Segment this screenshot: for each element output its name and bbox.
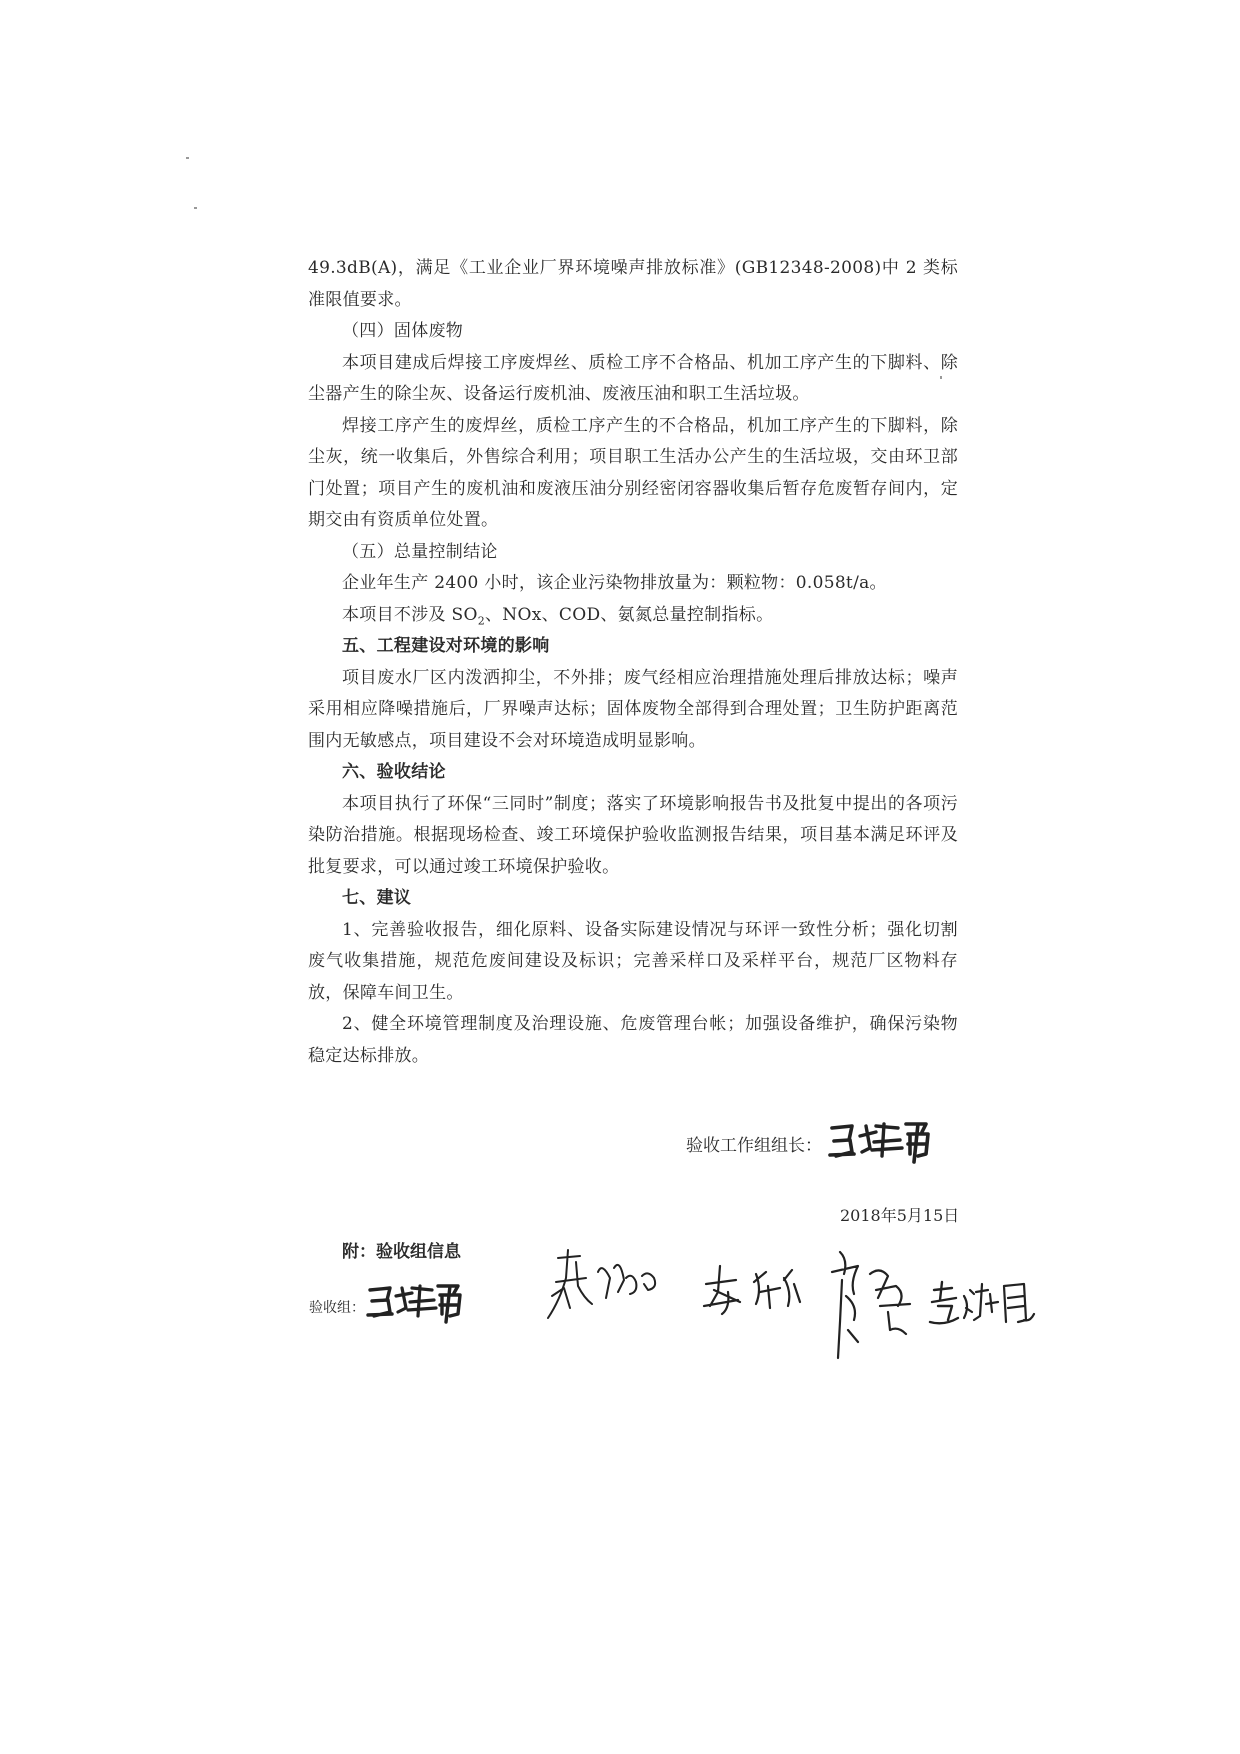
total-control-paragraph-1: 企业年生产 2400 小时，该企业污染物排放量为：颗粒物：0.058t/a。: [342, 573, 887, 593]
member-signature-4: [818, 1246, 918, 1368]
section-5-heading: 五、工程建设对环境的影响: [342, 636, 550, 656]
so2-subscript: 2: [477, 613, 485, 627]
document-body: [308, 253, 958, 1072]
solid-waste-paragraph-1: 本项目建成后焊接工序废焊丝、质检工序不合格品、机加工序产生的下脚料、除尘器产生的除尘灰、设备运行废机油、废液压油和职工生活垃圾。: [308, 352, 958, 404]
noise-conclusion-paragraph: 49.3dB(A)，满足《工业企业厂界环境噪声排放标准》(GB12348-2008)中 2 类标准限值要求。: [308, 258, 958, 310]
section-7-heading: 七、建议: [342, 888, 412, 908]
total-control-heading: （五）总量控制结论: [342, 541, 498, 562]
member-signature-2: [540, 1248, 670, 1334]
leader-signature-line: [686, 1131, 822, 1156]
total-control-text-b: 、NOx、COD、氨氮总量控制指标。: [485, 604, 774, 625]
section-6-heading: 六、验收结论: [342, 762, 446, 782]
section-5-paragraph: 项目废水厂区内泼洒抑尘，不外排；废气经相应治理措施处理后排放达标；噪声采用相应降噪措施后，厂界噪声达标；固体废物全部得到合理处置；卫生防护距离范围内无敏感点，项目建设不会对环境造成明显影响。: [308, 667, 958, 751]
leader-signature: [826, 1118, 934, 1168]
total-control-paragraph-2: [308, 600, 958, 632]
member-signature-5: [926, 1276, 1038, 1340]
member-signature-1: [366, 1280, 462, 1328]
group-label: 验收组：: [309, 1300, 365, 1316]
leader-label: 验收工作组组长：: [686, 1136, 822, 1156]
total-control-text-a: 本项目不涉及 SO: [342, 604, 478, 625]
section-6-paragraph: 本项目执行了环保“三同时”制度；落实了环境影响报告书及批复中提出的各项污染防治措施。根据现场检查、竣工环境保护验收监测报告结果，项目基本满足环评及批复要求，可以通过竣工环境保护验收。: [308, 793, 958, 877]
suggestion-2: 2、健全环境管理制度及治理设施、危废管理台帐；加强设备维护，确保污染物稳定达标排放。: [308, 1014, 958, 1066]
attachment-title: 附：验收组信息: [342, 1242, 461, 1262]
solid-waste-paragraph-2: 焊接工序产生的废焊丝，质检工序产生的不合格品，机加工序产生的下脚料，除尘灰，统一收集后，外售综合利用；项目职工生活办公产生的生活垃圾，交由环卫部门处置；项目产生的废机油和废液压油分别经密闭容器收集后暂存危废暂存间内，定期交由有资质单位处置。: [308, 415, 958, 530]
suggestion-1: 1、完善验收报告，细化原料、设备实际建设情况与环评一致性分析；强化切割废气收集措施，规范危废间建设及标识；完善采样口及采样平台，规范厂区物料存放，保障车间卫生。: [308, 919, 958, 1003]
document-date: 2018年5月15日: [840, 1206, 960, 1225]
member-signature-3: [700, 1262, 812, 1330]
solid-waste-heading: （四）固体废物: [342, 321, 464, 341]
